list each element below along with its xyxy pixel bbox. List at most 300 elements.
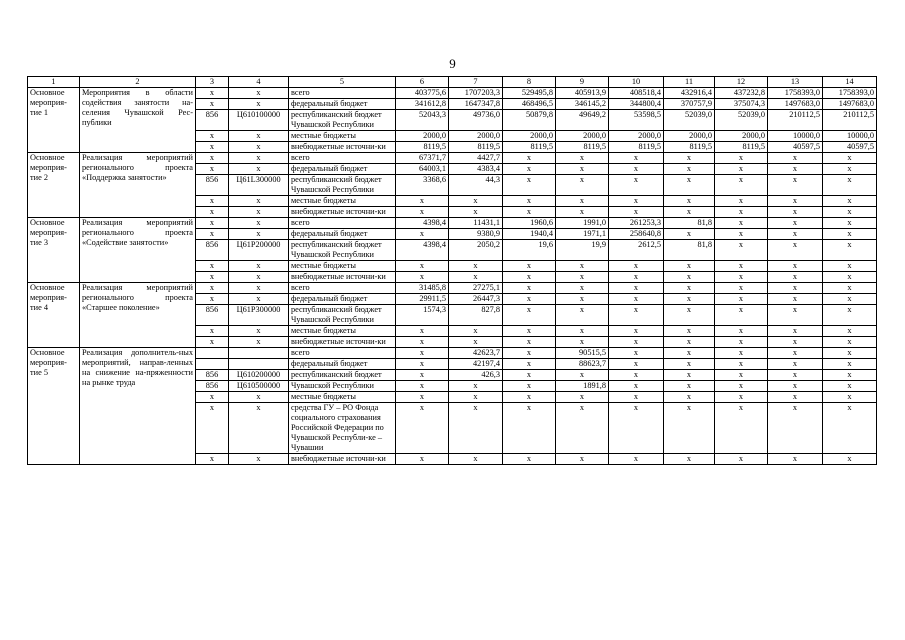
activity-name: Основное мероприя-тие 1	[28, 88, 80, 153]
funding-source: всего	[289, 88, 396, 99]
funding-source: местные бюджеты	[289, 196, 396, 207]
amount-cell: 29911,5	[396, 294, 449, 305]
funding-source: федеральный бюджет	[289, 99, 396, 110]
funding-source: республиканский бюджет	[289, 370, 396, 381]
activity-description: Мероприятия в области содействия занятости на-селения Чувашской Рес-публики	[80, 88, 196, 153]
amount-cell: x	[664, 305, 715, 326]
table-row	[28, 283, 877, 294]
amount-cell: x	[609, 337, 664, 348]
target-article-code: x	[229, 403, 289, 454]
target-article-code: Ц610200000	[229, 370, 289, 381]
amount-cell: x	[823, 272, 877, 283]
ministry-code	[196, 359, 229, 370]
amount-cell: 42197,4	[449, 359, 503, 370]
ministry-code: x	[196, 272, 229, 283]
amount-cell: x	[768, 370, 823, 381]
amount-cell: x	[664, 381, 715, 392]
target-article-code: x	[229, 229, 289, 240]
amount-cell: 52039,0	[664, 110, 715, 131]
amount-cell: 2000,0	[715, 131, 768, 142]
amount-cell: 1971,1	[556, 229, 609, 240]
table-row	[28, 348, 877, 359]
amount-cell: x	[503, 326, 556, 337]
amount-cell: x	[768, 153, 823, 164]
amount-cell: x	[449, 337, 503, 348]
column-number-header: 5	[289, 77, 396, 88]
amount-cell: x	[396, 229, 449, 240]
amount-cell: x	[768, 218, 823, 229]
amount-cell: x	[396, 207, 449, 218]
target-article-code: x	[229, 454, 289, 465]
funding-source: федеральный бюджет	[289, 359, 396, 370]
amount-cell: x	[768, 229, 823, 240]
amount-cell: x	[556, 454, 609, 465]
amount-cell: 341612,8	[396, 99, 449, 110]
activity-name: Основное мероприя-тие 4	[28, 283, 80, 348]
amount-cell: x	[715, 403, 768, 454]
amount-cell: x	[556, 326, 609, 337]
amount-cell: 3368,6	[396, 175, 449, 196]
ministry-code: x	[196, 142, 229, 153]
amount-cell: x	[556, 272, 609, 283]
amount-cell: x	[664, 229, 715, 240]
ministry-code: x	[196, 196, 229, 207]
amount-cell: x	[396, 337, 449, 348]
amount-cell: x	[715, 337, 768, 348]
amount-cell: x	[664, 359, 715, 370]
amount-cell: x	[664, 454, 715, 465]
funding-source: внебюджетные источни-ки	[289, 142, 396, 153]
amount-cell: x	[503, 283, 556, 294]
amount-cell: 210112,5	[768, 110, 823, 131]
target-article-code: Ц610500000	[229, 381, 289, 392]
amount-cell: 50879,8	[503, 110, 556, 131]
target-article-code: x	[229, 337, 289, 348]
amount-cell: x	[609, 196, 664, 207]
amount-cell: x	[396, 381, 449, 392]
amount-cell: 1707203,3	[449, 88, 503, 99]
target-article-code	[229, 359, 289, 370]
amount-cell: 1891,8	[556, 381, 609, 392]
ministry-code: x	[196, 403, 229, 454]
amount-cell: 408518,4	[609, 88, 664, 99]
amount-cell: 258640,8	[609, 229, 664, 240]
funding-source: местные бюджеты	[289, 131, 396, 142]
amount-cell: x	[715, 153, 768, 164]
funding-source: федеральный бюджет	[289, 294, 396, 305]
funding-source: федеральный бюджет	[289, 164, 396, 175]
amount-cell: x	[823, 348, 877, 359]
target-article-code: x	[229, 142, 289, 153]
amount-cell: x	[609, 153, 664, 164]
ministry-code: 856	[196, 110, 229, 131]
amount-cell: x	[503, 153, 556, 164]
amount-cell: x	[556, 164, 609, 175]
amount-cell: x	[768, 196, 823, 207]
amount-cell: x	[664, 207, 715, 218]
amount-cell: x	[503, 348, 556, 359]
funding-source: местные бюджеты	[289, 261, 396, 272]
amount-cell: x	[768, 175, 823, 196]
target-article-code: x	[229, 131, 289, 142]
amount-cell: 19,9	[556, 240, 609, 261]
amount-cell: 8119,5	[715, 142, 768, 153]
amount-cell: 4427,7	[449, 153, 503, 164]
amount-cell: x	[664, 196, 715, 207]
ministry-code: x	[196, 337, 229, 348]
amount-cell: 67371,7	[396, 153, 449, 164]
funding-source: всего	[289, 153, 396, 164]
funding-source: Чувашской Республики	[289, 381, 396, 392]
amount-cell: x	[396, 392, 449, 403]
amount-cell: x	[715, 294, 768, 305]
amount-cell: x	[449, 392, 503, 403]
funding-source: внебюджетные источни-ки	[289, 272, 396, 283]
amount-cell: 88623,7	[556, 359, 609, 370]
ministry-code: 856	[196, 381, 229, 392]
amount-cell: x	[664, 175, 715, 196]
amount-cell: 827,8	[449, 305, 503, 326]
amount-cell: 1497683,0	[768, 99, 823, 110]
amount-cell: 529495,8	[503, 88, 556, 99]
amount-cell: x	[715, 359, 768, 370]
amount-cell: 8119,5	[503, 142, 556, 153]
amount-cell: x	[609, 370, 664, 381]
amount-cell: x	[664, 326, 715, 337]
amount-cell: x	[664, 337, 715, 348]
amount-cell: x	[823, 218, 877, 229]
amount-cell: x	[556, 305, 609, 326]
amount-cell: x	[556, 337, 609, 348]
target-article-code: x	[229, 88, 289, 99]
amount-cell: x	[503, 392, 556, 403]
funding-source: средства ГУ – РО Фонда социального страхования Российской Федерации по Чувашской Республи-ке – Чувашии	[289, 403, 396, 454]
ministry-code: x	[196, 153, 229, 164]
amount-cell: x	[715, 370, 768, 381]
amount-cell: 27275,1	[449, 283, 503, 294]
amount-cell: 8119,5	[609, 142, 664, 153]
column-number-header: 1	[28, 77, 80, 88]
amount-cell: x	[609, 305, 664, 326]
ministry-code: x	[196, 294, 229, 305]
amount-cell: 210112,5	[823, 110, 877, 131]
amount-cell: x	[556, 283, 609, 294]
ministry-code: x	[196, 164, 229, 175]
amount-cell: x	[823, 370, 877, 381]
amount-cell: x	[715, 175, 768, 196]
amount-cell: x	[768, 164, 823, 175]
amount-cell: x	[449, 196, 503, 207]
activity-name: Основное мероприя-тие 3	[28, 218, 80, 283]
activity-name: Основное мероприя-тие 2	[28, 153, 80, 218]
amount-cell: x	[449, 272, 503, 283]
amount-cell: 19,6	[503, 240, 556, 261]
amount-cell: 52039,0	[715, 110, 768, 131]
amount-cell: x	[715, 454, 768, 465]
amount-cell: x	[503, 175, 556, 196]
target-article-code	[229, 348, 289, 359]
activity-description: Реализация мероприятий регионального проекта «Поддержка занятости»	[80, 153, 196, 218]
amount-cell: x	[823, 261, 877, 272]
amount-cell: 52043,3	[396, 110, 449, 131]
amount-cell: 81,8	[664, 240, 715, 261]
amount-cell: 1647347,8	[449, 99, 503, 110]
amount-cell: x	[664, 164, 715, 175]
budget-table	[27, 76, 877, 465]
amount-cell: 1960,6	[503, 218, 556, 229]
amount-cell: x	[768, 305, 823, 326]
amount-cell: 8119,5	[449, 142, 503, 153]
amount-cell: x	[503, 196, 556, 207]
amount-cell: 10000,0	[823, 131, 877, 142]
amount-cell: x	[823, 175, 877, 196]
column-number-header: 7	[449, 77, 503, 88]
target-article-code: Ц61L300000	[229, 175, 289, 196]
amount-cell: x	[768, 240, 823, 261]
column-number-header: 6	[396, 77, 449, 88]
amount-cell: x	[823, 153, 877, 164]
amount-cell: x	[556, 261, 609, 272]
amount-cell: x	[715, 392, 768, 403]
amount-cell: x	[664, 294, 715, 305]
amount-cell: 26447,3	[449, 294, 503, 305]
amount-cell: x	[396, 348, 449, 359]
table-row	[28, 218, 877, 229]
column-number-header: 14	[823, 77, 877, 88]
amount-cell: 2000,0	[503, 131, 556, 142]
ministry-code: x	[196, 283, 229, 294]
amount-cell: 40597,5	[823, 142, 877, 153]
target-article-code: x	[229, 392, 289, 403]
amount-cell: x	[823, 196, 877, 207]
amount-cell: 432916,4	[664, 88, 715, 99]
amount-cell: x	[503, 294, 556, 305]
amount-cell: 90515,5	[556, 348, 609, 359]
target-article-code: Ц61P300000	[229, 305, 289, 326]
target-article-code: x	[229, 294, 289, 305]
amount-cell: x	[503, 305, 556, 326]
funding-source: всего	[289, 348, 396, 359]
amount-cell: 2050,2	[449, 240, 503, 261]
amount-cell: x	[503, 207, 556, 218]
funding-source: местные бюджеты	[289, 392, 396, 403]
amount-cell: x	[609, 359, 664, 370]
amount-cell: x	[715, 196, 768, 207]
amount-cell: 1758393,0	[768, 88, 823, 99]
amount-cell: x	[556, 207, 609, 218]
target-article-code: x	[229, 153, 289, 164]
column-number-header: 4	[229, 77, 289, 88]
amount-cell: x	[715, 229, 768, 240]
amount-cell: x	[664, 153, 715, 164]
amount-cell: x	[768, 454, 823, 465]
amount-cell: x	[715, 272, 768, 283]
target-article-code: x	[229, 99, 289, 110]
target-article-code: x	[229, 207, 289, 218]
amount-cell: 9380,9	[449, 229, 503, 240]
ministry-code: x	[196, 99, 229, 110]
amount-cell: 346145,2	[556, 99, 609, 110]
target-article-code: x	[229, 196, 289, 207]
amount-cell: x	[609, 261, 664, 272]
amount-cell: 42623,7	[449, 348, 503, 359]
ministry-code: 856	[196, 240, 229, 261]
amount-cell: x	[449, 454, 503, 465]
ministry-code: x	[196, 326, 229, 337]
funding-source: республиканский бюджет Чувашской Республики	[289, 175, 396, 196]
amount-cell: x	[609, 207, 664, 218]
activity-description: Реализация мероприятий регионального проекта «Содействие занятости»	[80, 218, 196, 283]
target-article-code: x	[229, 261, 289, 272]
amount-cell: x	[396, 261, 449, 272]
amount-cell: 437232,8	[715, 88, 768, 99]
amount-cell: x	[664, 392, 715, 403]
amount-cell: x	[823, 381, 877, 392]
amount-cell: x	[449, 403, 503, 454]
amount-cell: x	[715, 240, 768, 261]
amount-cell: 2000,0	[664, 131, 715, 142]
column-number-header: 2	[80, 77, 196, 88]
amount-cell: x	[664, 370, 715, 381]
amount-cell: x	[396, 359, 449, 370]
target-article-code: Ц61P200000	[229, 240, 289, 261]
header-row	[28, 77, 877, 88]
amount-cell: 405913,9	[556, 88, 609, 99]
amount-cell: x	[609, 175, 664, 196]
amount-cell: x	[449, 207, 503, 218]
amount-cell: x	[609, 403, 664, 454]
amount-cell: x	[664, 283, 715, 294]
funding-source: внебюджетные источни-ки	[289, 207, 396, 218]
amount-cell: x	[609, 294, 664, 305]
ministry-code: 856	[196, 305, 229, 326]
activity-description: Реализация мероприятий регионального проекта «Старшее поколение»	[80, 283, 196, 348]
amount-cell: x	[768, 261, 823, 272]
amount-cell: x	[823, 392, 877, 403]
amount-cell: x	[768, 326, 823, 337]
amount-cell: x	[823, 305, 877, 326]
amount-cell: x	[556, 392, 609, 403]
table-row	[28, 153, 877, 164]
amount-cell: x	[503, 337, 556, 348]
amount-cell: 1991,0	[556, 218, 609, 229]
column-number-header: 12	[715, 77, 768, 88]
target-article-code: x	[229, 218, 289, 229]
amount-cell: 64003,1	[396, 164, 449, 175]
ministry-code: x	[196, 131, 229, 142]
amount-cell: x	[449, 381, 503, 392]
column-number-header: 3	[196, 77, 229, 88]
amount-cell: x	[503, 370, 556, 381]
funding-source: республиканский бюджет Чувашской Республики	[289, 240, 396, 261]
target-article-code: x	[229, 164, 289, 175]
amount-cell: x	[556, 403, 609, 454]
amount-cell: x	[715, 164, 768, 175]
funding-source: федеральный бюджет	[289, 229, 396, 240]
amount-cell: x	[715, 381, 768, 392]
funding-source: республиканский бюджет Чувашской Республики	[289, 110, 396, 131]
amount-cell: x	[503, 272, 556, 283]
target-article-code: x	[229, 272, 289, 283]
amount-cell: x	[823, 454, 877, 465]
table-row	[28, 88, 877, 99]
amount-cell: x	[609, 164, 664, 175]
amount-cell: 2000,0	[556, 131, 609, 142]
amount-cell: 4398,4	[396, 218, 449, 229]
page-number: 9	[449, 56, 456, 71]
amount-cell: 53598,5	[609, 110, 664, 131]
amount-cell: 2000,0	[609, 131, 664, 142]
amount-cell: x	[768, 207, 823, 218]
ministry-code: x	[196, 207, 229, 218]
ministry-code: x	[196, 261, 229, 272]
amount-cell: 4383,4	[449, 164, 503, 175]
activity-name: Основное мероприя-тие 5	[28, 348, 80, 465]
amount-cell: 8119,5	[664, 142, 715, 153]
amount-cell: x	[556, 370, 609, 381]
amount-cell: 10000,0	[768, 131, 823, 142]
amount-cell: x	[715, 305, 768, 326]
amount-cell: 261253,3	[609, 218, 664, 229]
amount-cell: x	[823, 283, 877, 294]
amount-cell: x	[768, 294, 823, 305]
amount-cell: x	[768, 403, 823, 454]
amount-cell: 11431,1	[449, 218, 503, 229]
ministry-code: x	[196, 229, 229, 240]
amount-cell: x	[715, 326, 768, 337]
amount-cell: 403775,6	[396, 88, 449, 99]
amount-cell: x	[609, 272, 664, 283]
column-number-header: 9	[556, 77, 609, 88]
amount-cell: x	[503, 261, 556, 272]
amount-cell: x	[768, 272, 823, 283]
column-number-header: 10	[609, 77, 664, 88]
amount-cell: x	[823, 337, 877, 348]
amount-cell: x	[503, 164, 556, 175]
amount-cell: x	[503, 381, 556, 392]
amount-cell: 2000,0	[449, 131, 503, 142]
amount-cell: 49649,2	[556, 110, 609, 131]
target-article-code: x	[229, 283, 289, 294]
amount-cell: x	[503, 359, 556, 370]
target-article-code: Ц610100000	[229, 110, 289, 131]
activity-description: Реализация дополнитель-ных мероприятий, направ-ленных на снижение на-пряженности на рынке труда	[80, 348, 196, 465]
funding-source: внебюджетные источни-ки	[289, 454, 396, 465]
amount-cell: x	[396, 196, 449, 207]
amount-cell: 2612,5	[609, 240, 664, 261]
amount-cell: x	[396, 370, 449, 381]
amount-cell: x	[609, 454, 664, 465]
ministry-code: 856	[196, 175, 229, 196]
amount-cell: x	[556, 196, 609, 207]
amount-cell: x	[823, 240, 877, 261]
amount-cell: x	[664, 403, 715, 454]
amount-cell: x	[664, 348, 715, 359]
amount-cell: x	[715, 207, 768, 218]
amount-cell: x	[449, 261, 503, 272]
amount-cell: 370757,9	[664, 99, 715, 110]
amount-cell: x	[715, 261, 768, 272]
amount-cell: x	[664, 261, 715, 272]
amount-cell: x	[823, 326, 877, 337]
amount-cell: x	[715, 218, 768, 229]
funding-source: республиканский бюджет Чувашской Республики	[289, 305, 396, 326]
ministry-code: x	[196, 392, 229, 403]
ministry-code: x	[196, 454, 229, 465]
amount-cell: x	[396, 454, 449, 465]
amount-cell: x	[609, 392, 664, 403]
amount-cell: 81,8	[664, 218, 715, 229]
